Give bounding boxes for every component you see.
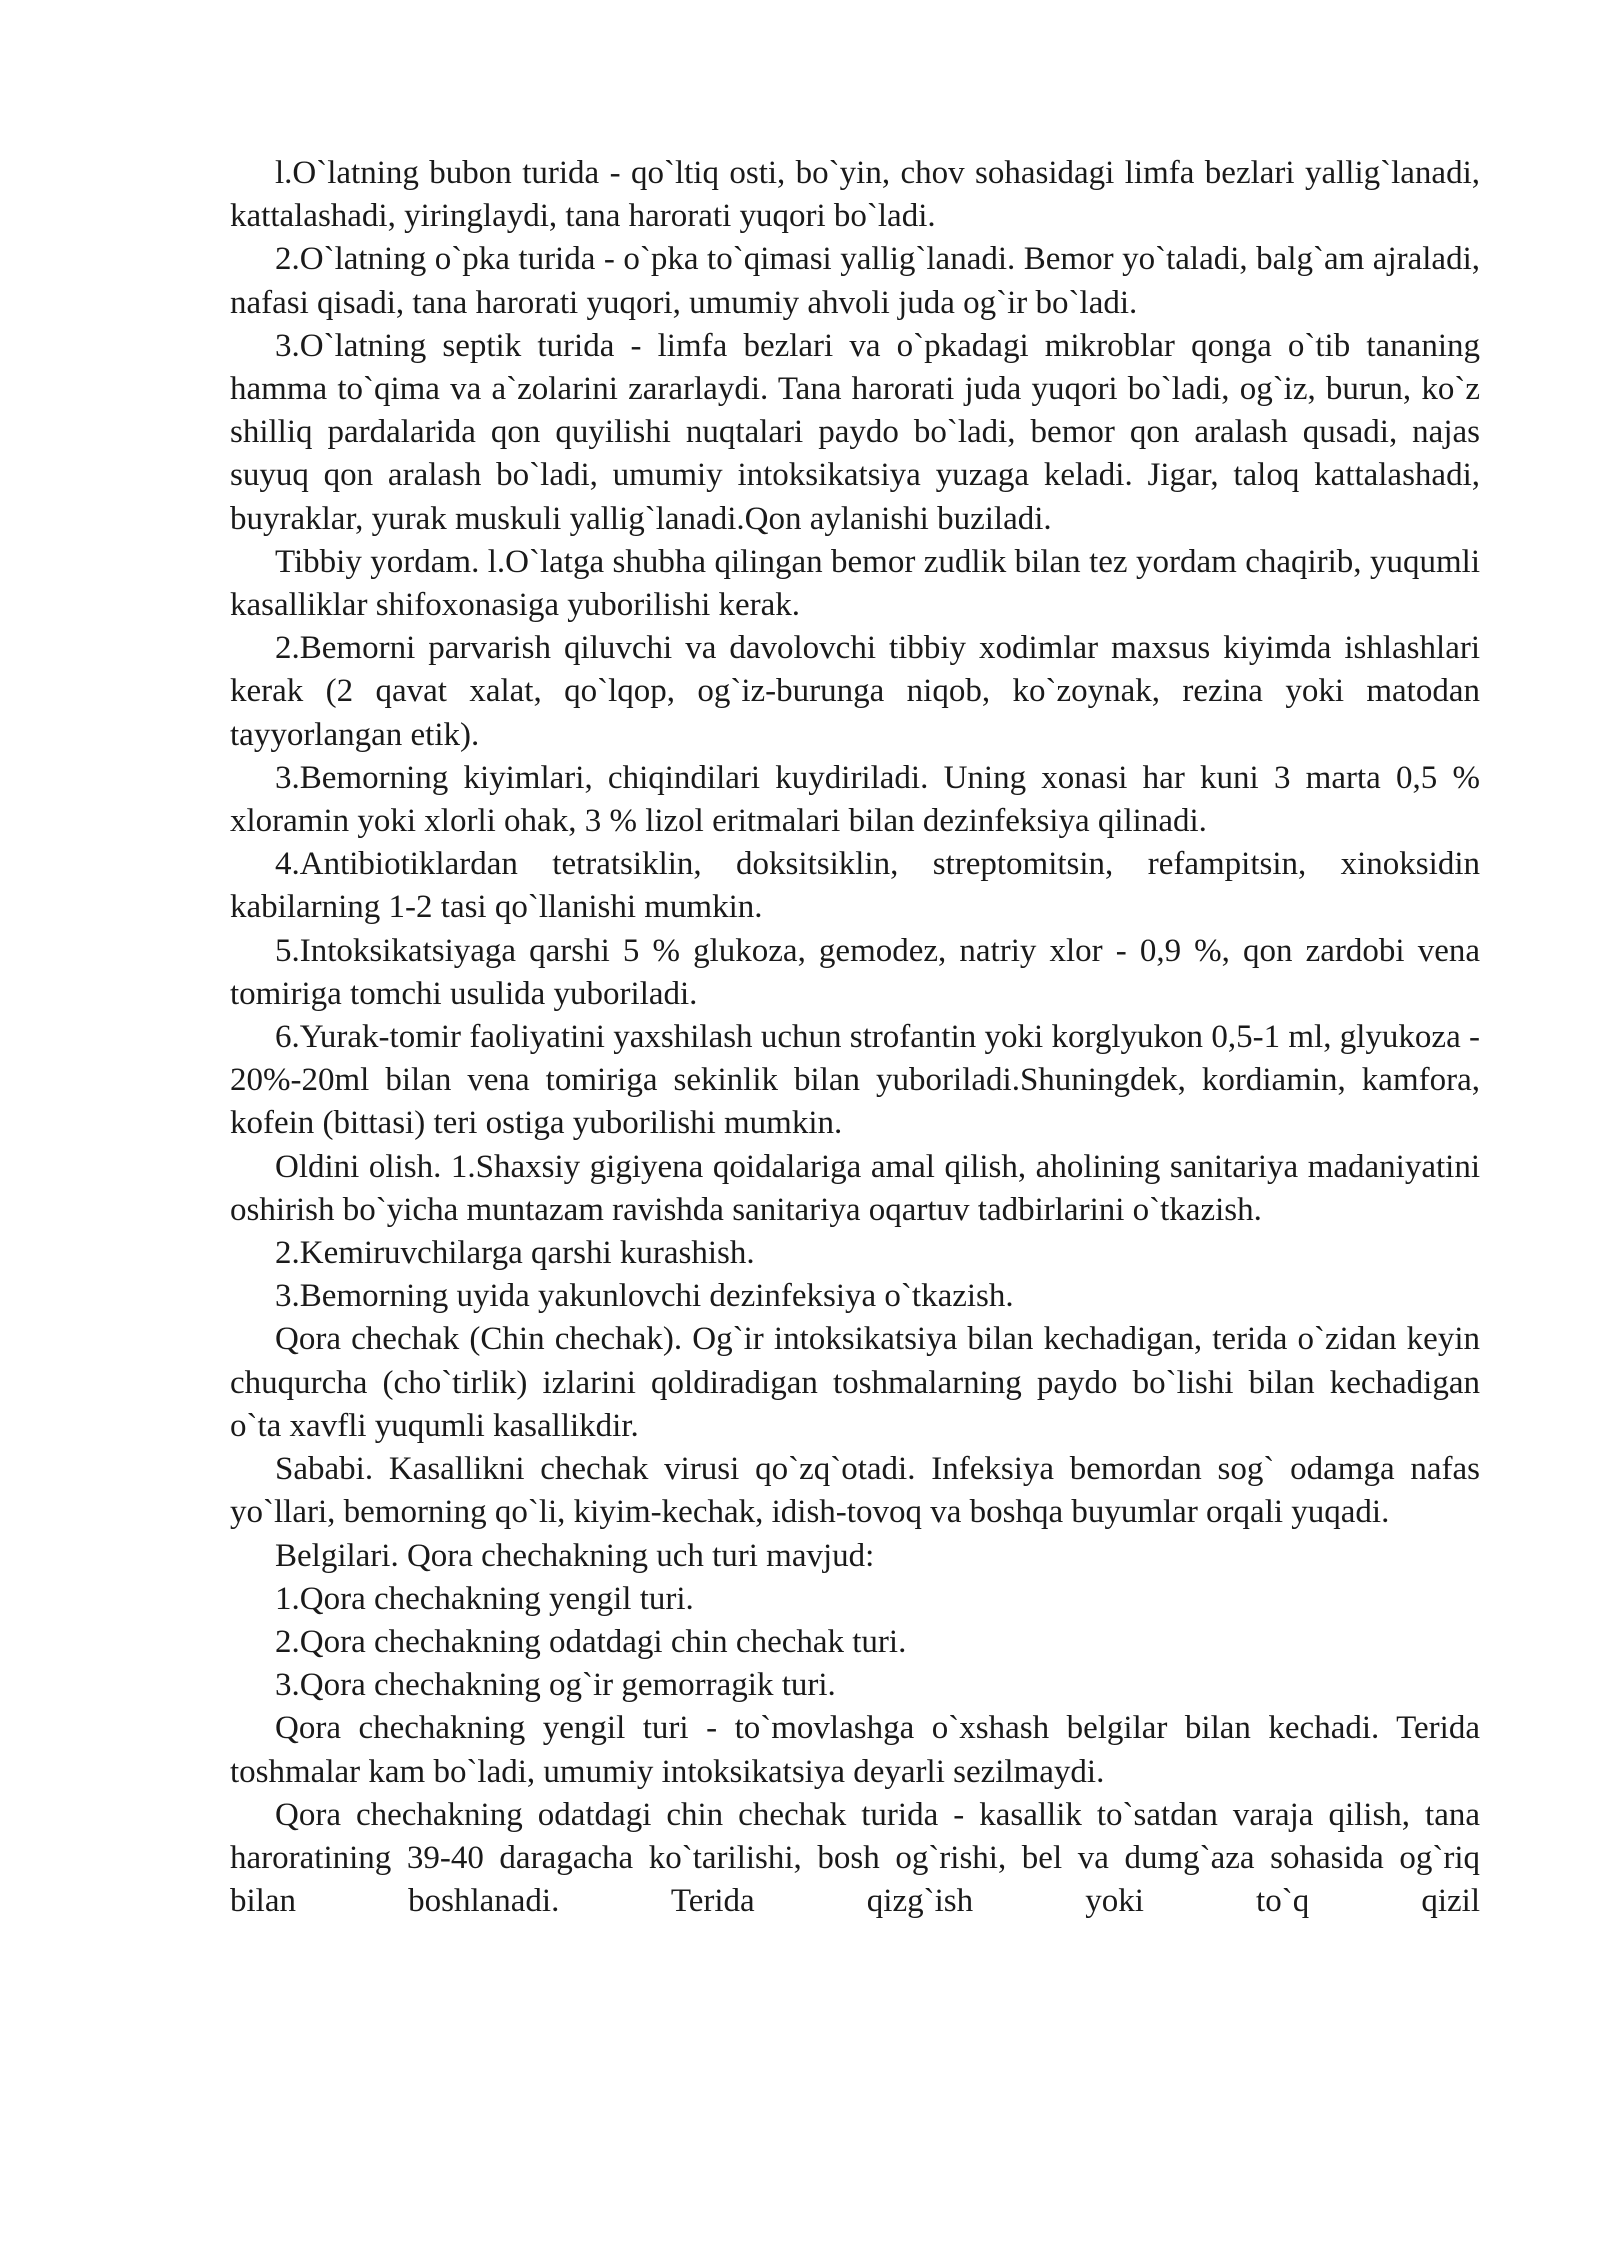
paragraph-intoxication: 5.Intoksikatsiyaga qarshi 5 % glukoza, gemodez, natriy xlor - 0,9 %, qon zardobi vena tomiriga tomchi usulida yuboriladi. bbox=[230, 932, 1480, 1012]
paragraph-bubon-form: l.O`latning bubon turida - qo`ltiq osti, bo`yin, chov sohasidagi limfa bezlari yallig`lanadi, kattalashadi, yiringlaydi, tana harorati yuqori bo`ladi. bbox=[230, 155, 1480, 235]
paragraph-smallpox-definition: Qora chechak (Chin chechak). Og`ir intoksikatsiya bilan kechadigan, terida o`zidan keyin chuqurcha (cho`tirlik) izlarini qoldiradigan toshmalarning paydo bo`lishi bilan kechadigan o`ta xavfli yuqumli kasallikdir. bbox=[230, 1321, 1480, 1444]
paragraph-ordinary-type: 2.Qora chechakning odatdagi chin chechak turi. bbox=[275, 1623, 907, 1660]
paragraph-antibiotics: 4.Antibiotiklardan tetratsiklin, doksitsiklin, streptomitsin, refampitsin, xinoksidin kabilarning 1-2 tasi qo`llanishi mumkin. bbox=[230, 846, 1480, 926]
paragraph-medical-aid: Tibbiy yordam. l.O`latga shubha qilingan bemor zudlik bilan tez yordam chaqirib, yuqumli kasalliklar shifoxonasiga yuborilishi kerak. bbox=[230, 543, 1480, 624]
paragraph-disinfection: 3.Bemorning kiyimlari, chiqindilari kuydiriladi. Uning xonasi har kuni 3 marta 0,5 % xloramin yoki xlorli ohak, 3 % lizol eritmalari bilan dezinfeksiya qilinadi. bbox=[230, 759, 1480, 840]
document-page bbox=[230, 152, 1480, 1923]
paragraph-ordinary-description: Qora chechakning odatdagi chin chechak turida - kasallik to`satdan varaja qilish, tana haroratining 39-40 daragacha ko`tarilishi, bosh og`rishi, bel va dumg`aza sohasida og`riq bilan boshlanadi. Terida qizg`ish yoki to`q qizil bbox=[230, 1796, 1480, 1920]
paragraph-smallpox-cause: Sababi. Kasallikni chechak virusi qo`zq`otadi. Infeksiya bemordan sog` odamga nafas yo`llari, bemorning qo`li, kiyim-kechak, idish-tovoq va boshqa buyumlar orqali yuqadi. bbox=[230, 1451, 1480, 1531]
paragraph-septic-form: 3.O`latning septik turida - limfa bezlari va o`pkadagi mikroblar qonga o`tib tananing hamma to`qima va a`zolarini zararlaydi. Tana harorati juda yuqori bo`ladi, og`iz, burun, ko`z shilliq pardalarida qon quyilishi nuqtalari paydo bo`ladi, bemor qon aralash qusadi, najas suyuq qon aralash bo`ladi, umumiy intoksikatsiya yuzaga keladi. Jigar, taloq kattalashadi, buyraklar, yurak muskuli yallig`lanadi.Qon aylanishi buziladi. bbox=[230, 327, 1480, 537]
paragraph-cardiovascular: 6.Yurak-tomir faoliyatini yaxshilash uchun strofantin yoki korglyukon 0,5-1 ml, glyukoza - 20%-20ml bilan vena tomiriga sekinlik bilan yuboriladi.Shuningdek, kordiamin, kamfora, kofein (bittasi) teri ostiga yuborilishi mumkin. bbox=[230, 1019, 1480, 1142]
paragraph-final-disinfection: 3.Bemorning uyida yakunlovchi dezinfeksiya o`tkazish. bbox=[275, 1278, 1014, 1315]
paragraph-rodent-control: 2.Kemiruvchilarga qarshi kurashish. bbox=[275, 1235, 755, 1272]
paragraph-protective-clothing: 2.Bemorni parvarish qiluvchi va davolovchi tibbiy xodimlar maxsus kiyimda ishlashlari kerak (2 qavat xalat, qo`lqop, og`iz-burunga niqob, ko`zoynak, rezina yoki matodan tayyorlangan etik). bbox=[230, 630, 1480, 753]
paragraph-smallpox-signs: Belgilari. Qora chechakning uch turi mavjud: bbox=[275, 1537, 875, 1574]
paragraph-hemorrhagic-type: 3.Qora chechakning og`ir gemorragik turi. bbox=[275, 1667, 836, 1704]
paragraph-lung-form: 2.O`latning o`pka turida - o`pka to`qimasi yallig`lanadi. Bemor yo`taladi, balg`am ajraladi, nafasi qisadi, tana harorati yuqori, umumiy ahvoli juda og`ir bo`ladi. bbox=[230, 241, 1480, 321]
paragraph-prevention: Oldini olish. 1.Shaxsiy gigiyena qoidalariga amal qilish, aholining sanitariya madaniyatini oshirish bo`yicha muntazam ravishda sanitariya oqartuv tadbirlarini o`tkazish. bbox=[230, 1148, 1480, 1228]
paragraph-mild-description: Qora chechakning yengil turi - to`movlashga o`xshash belgilar bilan kechadi. Terida toshmalar kam bo`ladi, umumiy intoksikatsiya deyarli sezilmaydi. bbox=[230, 1710, 1480, 1790]
paragraph-mild-type: 1.Qora chechakning yengil turi. bbox=[275, 1580, 694, 1617]
